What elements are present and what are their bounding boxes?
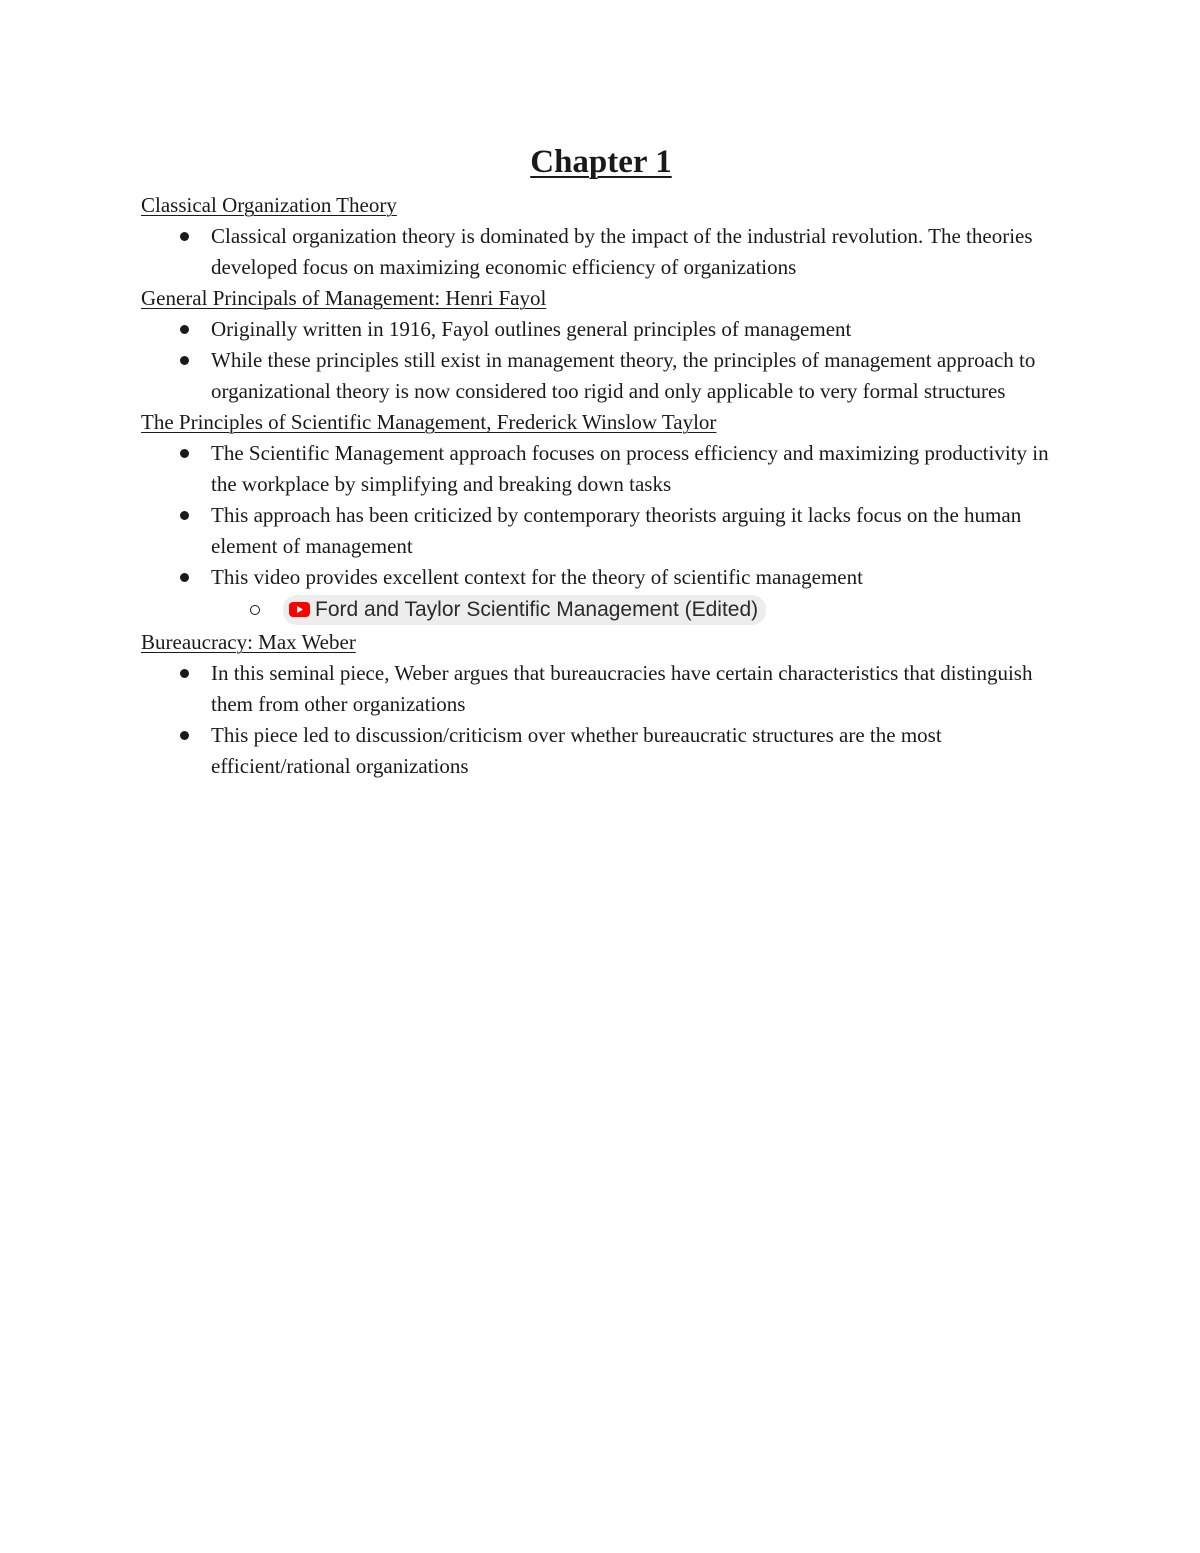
list-item [141, 562, 1061, 593]
section-heading: The Principles of Scientific Management, Frederick Winslow Taylor [141, 410, 717, 434]
list-item-text: Originally written in 1916, Fayol outlines general principles of management [211, 317, 852, 341]
bullet-list [141, 438, 1061, 593]
section-classical-organization-theory [141, 190, 1061, 283]
section-heading: Classical Organization Theory [141, 193, 397, 217]
list-item-text: Classical organization theory is dominated by the impact of the industrial revolution. The theories developed focus on maximizing economic efficiency of organizations [211, 224, 1033, 279]
sub-bullet-list [141, 593, 1061, 627]
list-item [141, 221, 1061, 283]
hollow-bullet-icon [250, 605, 260, 615]
bullet-icon [180, 511, 189, 520]
section-heading: General Principals of Management: Henri Fayol [141, 286, 547, 310]
bullet-icon [180, 232, 189, 241]
section-bureaucracy [141, 627, 1061, 782]
list-item [141, 720, 1061, 782]
list-item-text: The Scientific Management approach focuses on process efficiency and maximizing productivity in the workplace by simplifying and breaking down tasks [211, 441, 1049, 496]
document-page [141, 140, 1061, 782]
list-item [141, 314, 1061, 345]
bullet-icon [180, 669, 189, 678]
list-item [141, 345, 1061, 407]
list-item-text: This piece led to discussion/criticism over whether bureaucratic structures are the most efficient/rational organizations [211, 723, 942, 778]
list-item [141, 438, 1061, 500]
sub-list-item [141, 593, 1061, 627]
youtube-icon [289, 602, 310, 617]
section-general-principals [141, 283, 1061, 407]
list-item [141, 500, 1061, 562]
list-item-text: In this seminal piece, Weber argues that bureaucracies have certain characteristics that distinguish them from other organizations [211, 661, 1033, 716]
bullet-icon [180, 356, 189, 365]
list-item-text: While these principles still exist in management theory, the principles of management approach to organizational theory is now considered too rigid and only applicable to very formal structures [211, 348, 1036, 403]
bullet-icon [180, 731, 189, 740]
section-heading: Bureaucracy: Max Weber [141, 630, 356, 654]
list-item [141, 658, 1061, 720]
bullet-icon [180, 325, 189, 334]
bullet-list [141, 221, 1061, 283]
list-item-text: This video provides excellent context for the theory of scientific management [211, 565, 863, 589]
section-scientific-management [141, 407, 1061, 627]
bullet-list [141, 658, 1061, 782]
video-link-chip[interactable] [283, 595, 766, 625]
list-item-text: This approach has been criticized by contemporary theorists arguing it lacks focus on the human element of management [211, 503, 1022, 558]
page-title: Chapter 1 [530, 144, 672, 180]
bullet-icon [180, 573, 189, 582]
bullet-list [141, 314, 1061, 407]
video-link-label: Ford and Taylor Scientific Management (Edited) [315, 597, 759, 621]
bullet-icon [180, 449, 189, 458]
